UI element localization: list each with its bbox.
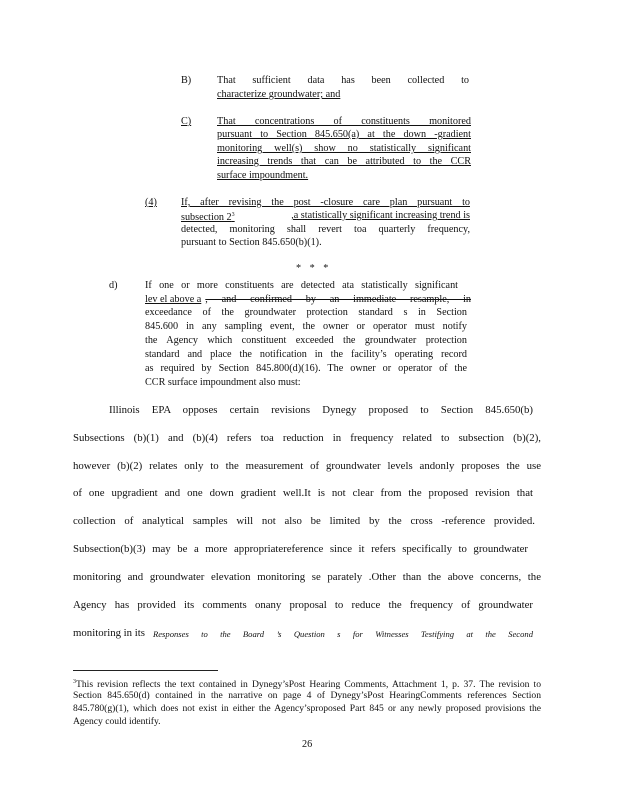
item-4-line-2-end: ,a statistically significant increasing trend is — [291, 210, 470, 221]
item-d-line-4: 845.600 in any sampling event, the owner or operator must notify — [145, 321, 467, 332]
item-c-line-1: That concentrations of constituents monitored — [217, 116, 471, 127]
item-d-label: d) — [109, 280, 118, 291]
item-c-line-2: pursuant to Section 845.650(a) at the down -gradient — [217, 129, 471, 140]
body-line-1: Illinois EPA opposes certain revisions Dynegy proposed to Section 845.650(b) — [109, 404, 533, 416]
item-4-label: (4) — [145, 197, 157, 208]
item-4-line-2-start: subsection $2^3$ — [181, 212, 235, 223]
body-line-6: Subsection(b)(3) may be a more appropriatereference since it refers specifically to groundwater — [73, 543, 528, 555]
body-line-7: monitoring and groundwater elevation monitoring se parately .Other than the above concerns, the — [73, 571, 541, 583]
item-d-line-2 — [145, 293, 471, 306]
item-d-line-6: standard and place the notification in the facility’s operating record — [145, 349, 467, 360]
body-line-9-start: monitoring in its — [73, 627, 145, 639]
item-c-line-3: monitoring well(s) show no statistically significant — [217, 143, 471, 154]
item-c-line-5: surface impoundment. — [217, 170, 309, 181]
footnote-rule — [73, 670, 218, 671]
body-line-3: however (b)(2) relates only to the measurement of groundwater levels andonly proposes the use — [73, 460, 541, 472]
item-b-line-1: That sufficient data has been collected to — [217, 75, 469, 86]
section-separator: * * * — [296, 263, 332, 274]
item-d-line-1: If one or more constituents are detected ata statistically significant — [145, 280, 458, 291]
body-line-8: Agency has provided its comments onany proposal to reduce the frequency of groundwater — [73, 599, 533, 611]
body-line-4: of one upgradient and one down gradient well.It is not clear from the proposed revision that — [73, 487, 533, 499]
body-line-9-italic: Responses to the Board ’s Question s for Witnesses Testifying at the Second — [152, 629, 533, 639]
footnote-marker: 3 — [73, 679, 76, 685]
item-d-line-3: exceedance of the groundwater protection standard s in Section — [145, 307, 467, 318]
item-4-line-3: detected, monitoring shall revert toa quarterly frequency, — [181, 224, 470, 235]
body-line-9 — [73, 627, 533, 641]
item-d-line-5: the Agency which constituent exceeded the groundwater protection — [145, 335, 467, 346]
item-c-line-4: increasing trends that can be attributed to the CCR — [217, 156, 471, 167]
item-4-line-1: If, after revising the post -closure care plan pursuant to — [181, 197, 470, 208]
item-d-line-8: CCR surface impoundment also must: — [145, 377, 301, 388]
item-4-line-2 — [181, 209, 470, 224]
item-d-line-2-underlined: lev el above a — [145, 294, 202, 305]
item-b-label: B) — [181, 75, 192, 86]
footnote-line-4: Agency could identify. — [73, 716, 161, 727]
body-line-2: Subsections (b)(1) and (b)(4) refers toa reduction in frequency related to subsection (b)(2), — [73, 432, 541, 444]
page-number: 26 — [302, 739, 313, 750]
item-4-line-4: pursuant to Section 845.650(b)(1). — [181, 237, 322, 248]
footnote-line-2: Section 845.650(d) contained in the narrative on page 4 of Dynegy’sPost HearingComments references Section — [73, 690, 541, 701]
body-line-5: collection of analytical samples will not also be limited by the cross -reference provided. — [73, 515, 535, 527]
item-d-line-7: as required by Section 845.800(d)(16). The owner or operator of the — [145, 363, 467, 374]
footnote-ref: 3 — [231, 212, 235, 218]
footnote-line-3: 845.780(g)(1), which does not exist in either the Agency’sproposed Part 845 or any newly proposed provisions the — [73, 703, 541, 714]
item-d-line-2-struck: , and confirmed by an immediate resample, in — [205, 294, 471, 305]
item-b-line-2: characterize groundwater; and — [217, 89, 341, 100]
item-c-label: C) — [181, 116, 192, 127]
footnote-line-1-text: This revision reflects the text contained in Dynegy’sPost Hearing Comments, Attachment 1, p. 37. The revision to — [76, 679, 541, 690]
